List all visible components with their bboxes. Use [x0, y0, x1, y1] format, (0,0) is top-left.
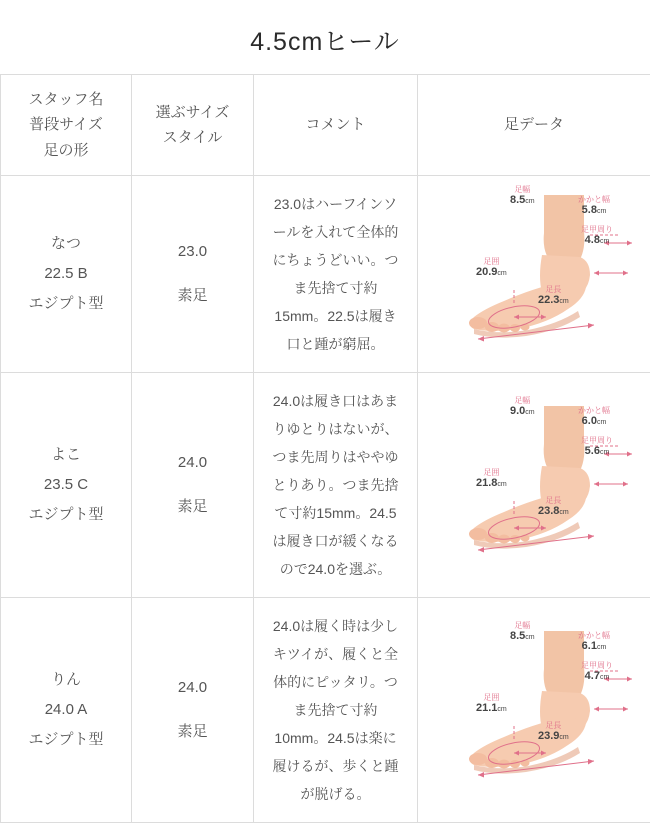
foot-data-cell	[418, 598, 650, 823]
table-body	[1, 176, 650, 823]
chosen-size: 23.0	[133, 237, 252, 267]
foot-data-cell	[418, 176, 650, 373]
foot-width-label: 足幅 9.0cm	[510, 396, 535, 418]
staff-name: りん	[2, 665, 130, 695]
instep-label: 足甲周り 4.7cm	[581, 661, 613, 683]
table-row	[1, 176, 650, 373]
chosen-style: 素足	[133, 492, 252, 522]
size-cell	[132, 176, 254, 373]
column-header-staff	[1, 75, 132, 176]
staff-name: よこ	[2, 440, 130, 470]
column-header-staff-line1: スタッフ名	[2, 87, 130, 113]
foot-length-label: 足長 23.9cm	[538, 721, 569, 743]
staff-foot-type: エジプト型	[2, 725, 130, 755]
chosen-size: 24.0	[133, 448, 252, 478]
chosen-style: 素足	[133, 281, 252, 311]
instep-label: 足甲周り 4.8cm	[581, 225, 613, 247]
table-row	[1, 373, 650, 598]
column-header-size-line2: スタイル	[133, 125, 252, 151]
page-title: 4.5cmヒール	[0, 0, 650, 74]
comment-cell: 24.0は履き口はあまりゆとりはないが、つま先周りはややゆとりあり。つま先捨て寸約15mm。24.5は履き口が緩くなるので24.0を選ぶ。	[254, 373, 418, 598]
column-header-staff-line2: 普段サイズ	[2, 112, 130, 138]
foot-diagram	[418, 177, 649, 372]
staff-foot-type: エジプト型	[2, 500, 130, 530]
staff-usual-size: 22.5 B	[2, 259, 130, 289]
staff-cell	[1, 373, 132, 598]
comment-cell: 24.0は履く時は少しキツイが、履くと全体的にピッタリ。つま先捨て寸約10mm。24.5は楽に履けるが、歩くと踵が脱げる。	[254, 598, 418, 823]
staff-foot-type: エジプト型	[2, 289, 130, 319]
foot-data-cell	[418, 373, 650, 598]
staff-cell	[1, 598, 132, 823]
column-header-footdata	[418, 75, 650, 176]
instep-label: 足甲周り 5.6cm	[581, 436, 613, 458]
chosen-style: 素足	[133, 717, 252, 747]
column-header-comment-line1: コメント	[255, 112, 416, 138]
spacer	[133, 267, 252, 281]
column-header-size	[132, 75, 254, 176]
comment-cell: 23.0はハーフインソールを入れて全体的にちょうどいい。つま先捨て寸約15mm。22.5は履き口と踵が窮屈。	[254, 176, 418, 373]
column-header-size-line1: 選ぶサイズ	[133, 100, 252, 126]
foot-width-label: 足幅 8.5cm	[510, 621, 535, 643]
table-row	[1, 598, 650, 823]
size-cell	[132, 373, 254, 598]
foot-girth-label: 足囲 21.1cm	[476, 693, 507, 715]
table-header	[1, 75, 650, 176]
size-table	[0, 74, 650, 823]
chosen-size: 24.0	[133, 673, 252, 703]
foot-diagram	[418, 613, 649, 808]
spacer	[133, 703, 252, 717]
heel-width-label: かかと幅 6.0cm	[578, 406, 610, 428]
foot-girth-label: 足囲 21.8cm	[476, 468, 507, 490]
column-header-comment	[254, 75, 418, 176]
column-header-staff-line3: 足の形	[2, 138, 130, 164]
size-cell	[132, 598, 254, 823]
staff-cell	[1, 176, 132, 373]
foot-girth-label: 足囲 20.9cm	[476, 257, 507, 279]
heel-width-label: かかと幅 5.8cm	[578, 195, 610, 217]
table-header-row	[1, 75, 650, 176]
foot-width-label: 足幅 8.5cm	[510, 185, 535, 207]
foot-length-label: 足長 22.3cm	[538, 285, 569, 307]
column-header-footdata-line1: 足データ	[419, 112, 649, 138]
heel-width-label: かかと幅 6.1cm	[578, 631, 610, 653]
staff-usual-size: 24.0 A	[2, 695, 130, 725]
staff-usual-size: 23.5 C	[2, 470, 130, 500]
foot-length-label: 足長 23.8cm	[538, 496, 569, 518]
spacer	[133, 478, 252, 492]
staff-name: なつ	[2, 229, 130, 259]
foot-diagram	[418, 388, 649, 583]
